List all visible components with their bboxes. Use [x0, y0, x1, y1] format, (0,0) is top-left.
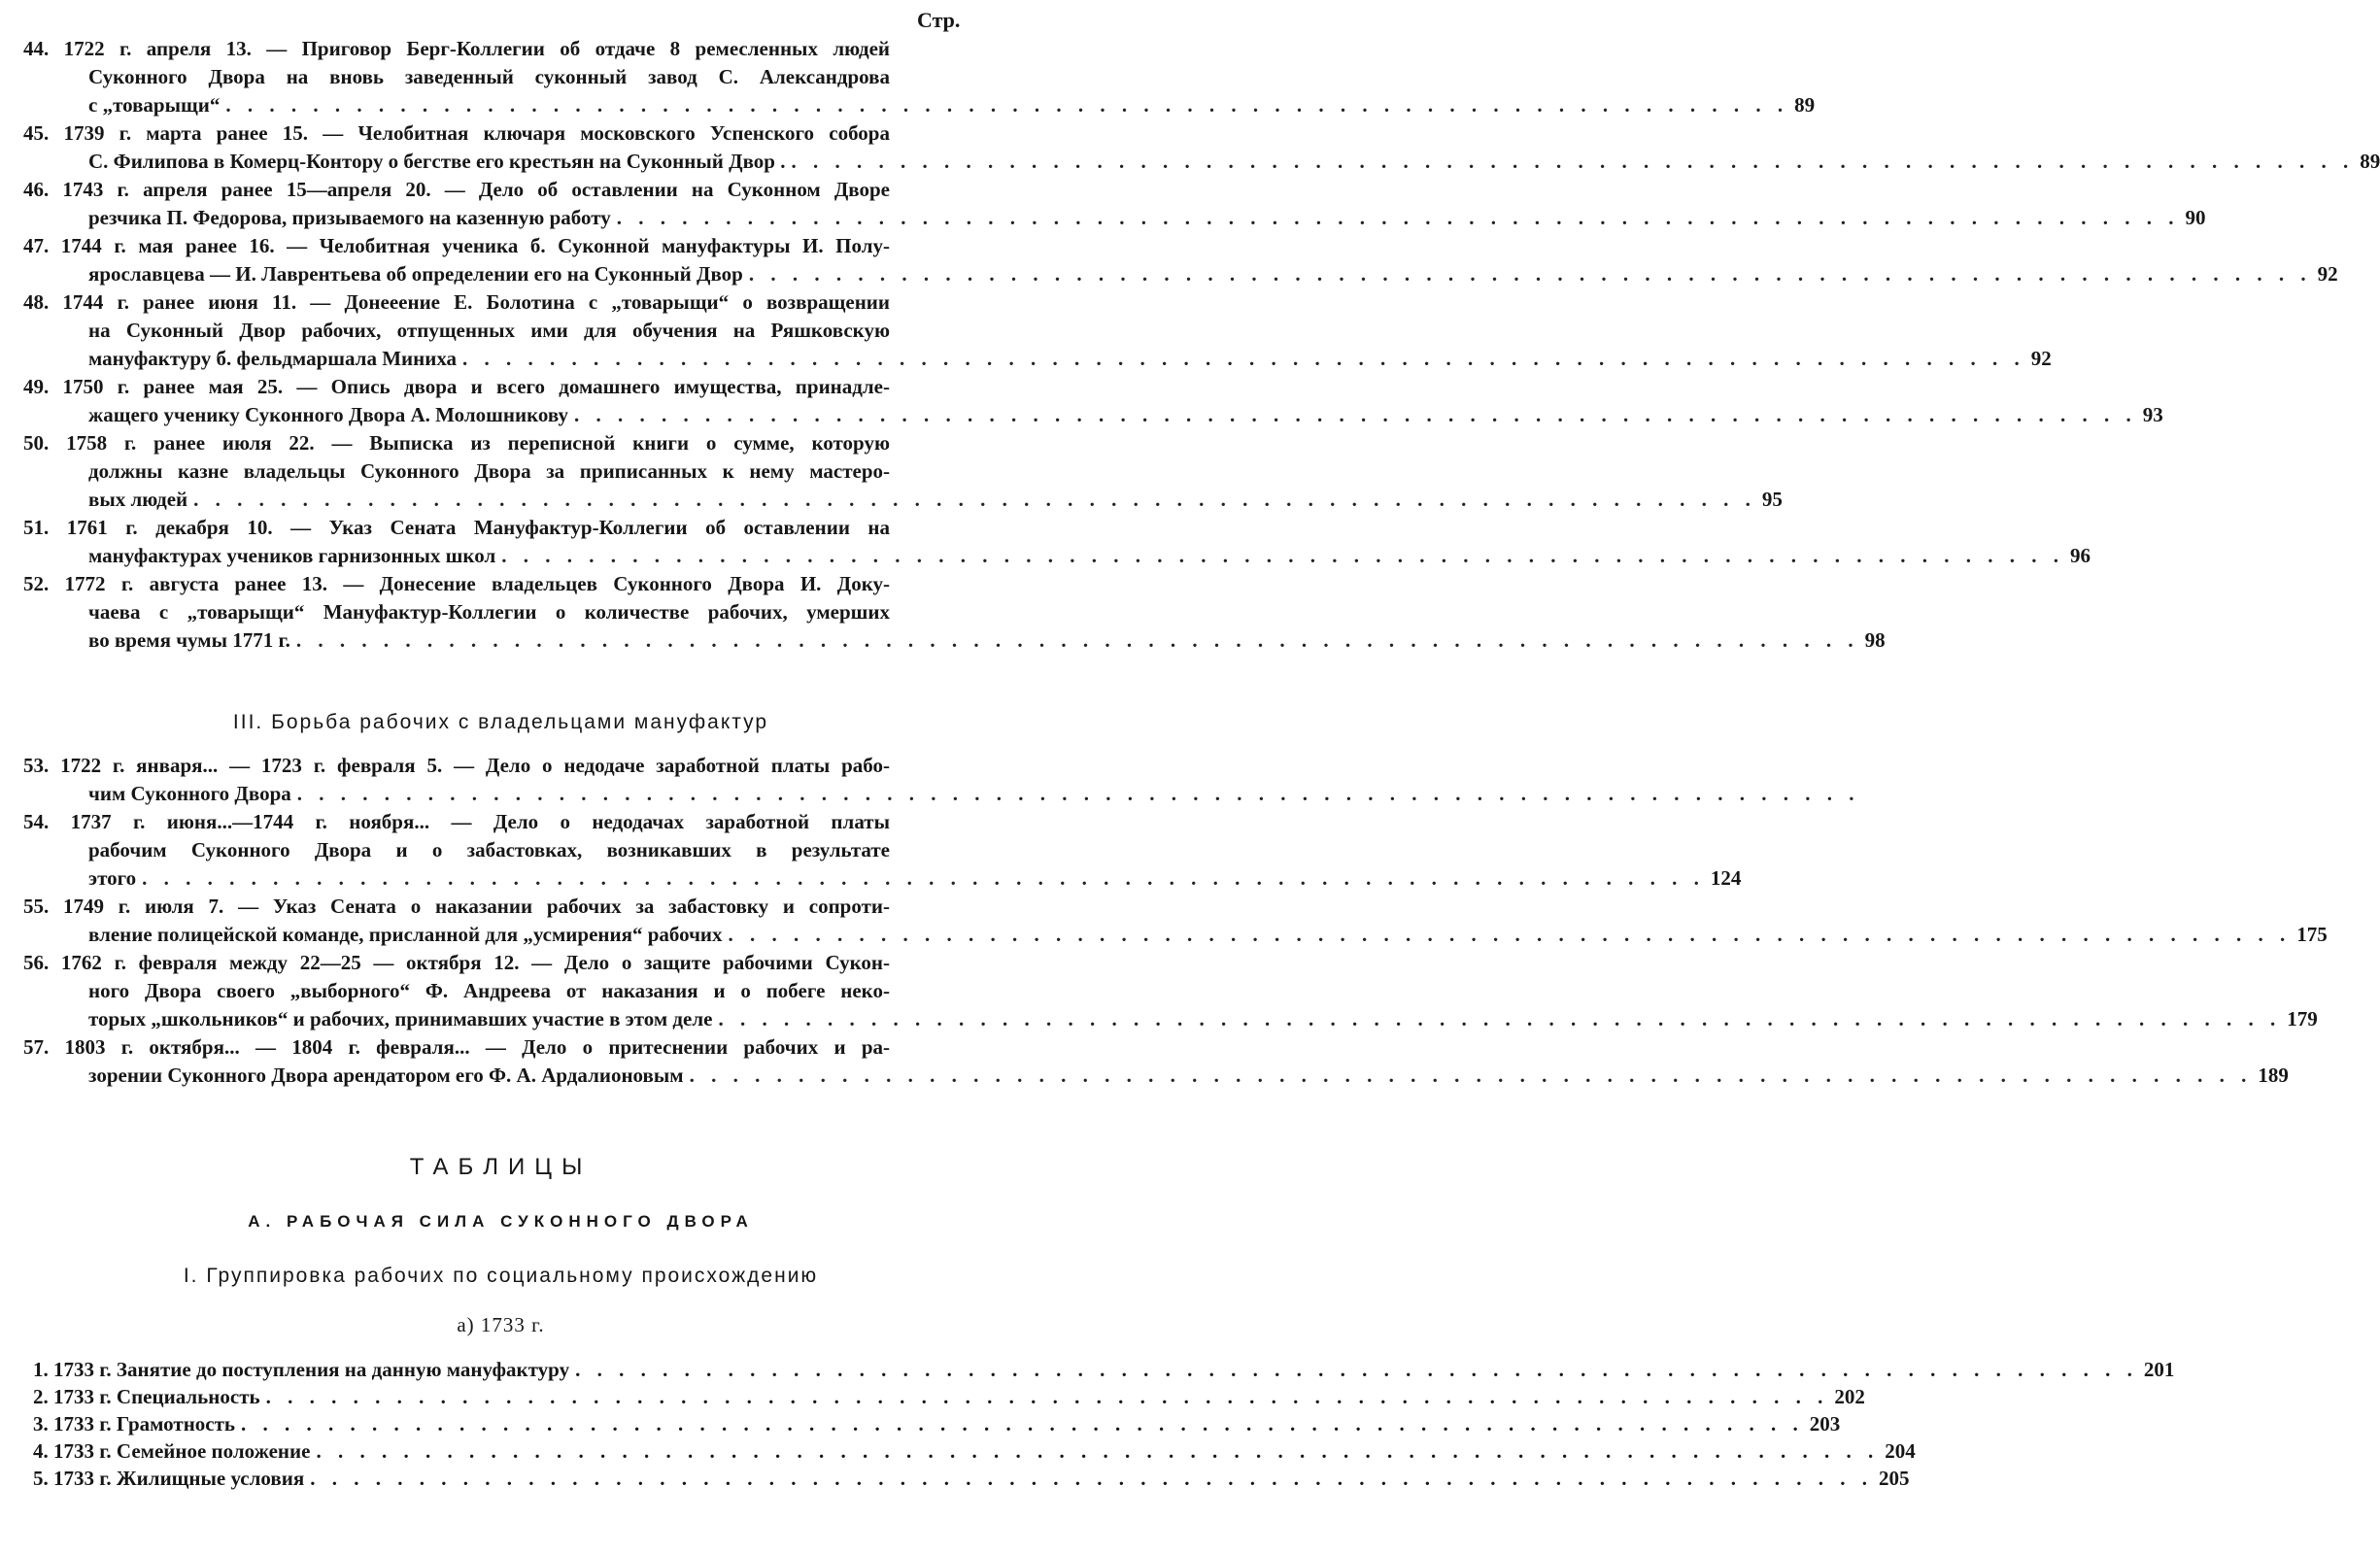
toc-line-text: 48. 1744 г. ранее июня 11. — Донееение Е. Болотина с „товарыщи“ о возвращении [23, 290, 890, 314]
toc-line [23, 232, 977, 260]
toc-line-text: мануфактуру б. фельдмаршала Миниха [88, 347, 458, 370]
toc-line [23, 148, 2380, 176]
toc-last-line [88, 401, 2163, 429]
page-column-label: Стр. [917, 8, 961, 32]
toc-line-text: чим Суконного Двора [88, 782, 291, 805]
page-number: 205 [1878, 1467, 1910, 1490]
toc-line-text: чаева с „товарыщи“ Мануфактур-Коллегии о количестве рабочих, умерших [88, 600, 890, 624]
toc-last-line [88, 148, 2380, 176]
toc-line-text: 57. 1803 г. октября... — 1804 г. февраля... — Дело о притеснении рабочих и ра- [23, 1035, 890, 1059]
leader-dots: . . . . . . . . . . . . . . . . . . . . . . . . . . . . . . . . . . . . . . . . . . . . . . . . . . . . . . . . . . . . . . . . . . . . . . . . [728, 923, 2292, 946]
toc-line-text: 53. 1722 г. января... — 1723 г. февраля 5. — Дело о недодаче заработной платы рабо- [23, 754, 890, 777]
toc-line-text: Суконного Двора на вновь заведенный суконный завод С. Александрова [88, 65, 890, 88]
leader-dots: . . . . . . . . . . . . . . . . . . . . . . . . . . . . . . . . . . . . . . . . . . . . . . . . . . . . . . . . . . . . . . . . . . . . . . . . [791, 150, 2355, 173]
page-number: 202 [1834, 1385, 1865, 1408]
table-entry [33, 1465, 1910, 1492]
toc-line-text: должны казне владельцы Суконного Двора за приписанных к нему мастеро- [88, 459, 890, 483]
toc-line [23, 1005, 2318, 1033]
subgroup-heading: а) 1733 г. [457, 1313, 545, 1336]
page-number: 179 [2287, 1007, 2318, 1030]
table-entry-text: 3. 1733 г. Грамотность [33, 1412, 236, 1436]
toc-line [23, 429, 977, 457]
toc-line [23, 288, 977, 317]
toc-line-text: 44. 1722 г. апреля 13. — Приговор Берг-Коллегии об отдаче 8 ремесленных людей [23, 37, 890, 60]
toc-line [23, 921, 2328, 949]
toc-line-text: ярославцева — И. Лаврентьева об определении его на Суконный Двор [88, 262, 743, 286]
toc-line-text: торых „школьников“ и рабочих, принимавших участие в этом деле [88, 1007, 713, 1030]
toc-entry [23, 429, 1783, 514]
toc-line [23, 949, 977, 977]
page-number: 93 [2142, 403, 2163, 426]
toc-line-text: этого [88, 866, 137, 890]
toc-line-text: 50. 1758 г. ранее июля 22. — Выписка из переписной книги о сумме, которую [23, 431, 890, 455]
toc-line [23, 176, 977, 204]
toc-line-text: 55. 1749 г. июля 7. — Указ Сената о наказании рабочих за забастовку и сопроти- [23, 895, 890, 918]
tables-heading: ТАБЛИЦЫ [409, 1154, 593, 1180]
toc-line-text: 45. 1739 г. марта ранее 15. — Челобитная ключаря московского Успенского собора [23, 121, 890, 145]
toc-line [23, 457, 977, 486]
toc-entry [23, 1033, 2289, 1090]
table-entry [33, 1383, 1865, 1410]
toc-line-text: резчика П. Федорова, призываемого на казенную работу [88, 206, 611, 229]
toc-line-text: ного Двора своего „выборного“ Ф. Андреева от наказания и о побеге неко- [88, 979, 890, 1002]
page-number: 203 [1809, 1412, 1841, 1436]
toc-entry [23, 119, 2380, 176]
leader-dots: . . . . . . . . . . . . . . . . . . . . . . . . . . . . . . . . . . . . . . . . . . . . . . . . . . . . . . . . . . . . . . . . . . . . . . . . [265, 1385, 1829, 1408]
page-number: 92 [2030, 347, 2052, 370]
page-number: 90 [2185, 206, 2206, 229]
toc-line [23, 598, 977, 626]
leader-dots: . . . . . . . . . . . . . . . . . . . . . . . . . . . . . . . . . . . . . . . . . . . . . . . . . . . . . . . . . . . . . . . . . . . . . . . . [193, 488, 1756, 511]
table-entry-text: 4. 1733 г. Семейное положение [33, 1439, 311, 1463]
toc-last-line [88, 486, 1783, 514]
toc-entry [23, 288, 2052, 373]
toc-last-line [88, 1062, 2289, 1090]
toc-line [23, 317, 977, 345]
toc-entry [23, 808, 1742, 893]
toc-line-text: 47. 1744 г. мая ранее 16. — Челобитная ученика б. Суконной мануфактуры И. Полу- [23, 234, 890, 257]
toc-line [23, 570, 977, 598]
toc-last-line [88, 91, 1816, 119]
toc-line [23, 401, 2163, 429]
toc-last-line [88, 921, 2328, 949]
toc-line-text: с „товарыщи“ [88, 93, 221, 117]
toc-line-text: во время чумы 1771 г. [88, 628, 290, 652]
toc-line [23, 1062, 2289, 1090]
toc-line [23, 1033, 977, 1062]
toc-line-text: на Суконный Двор рабочих, отпущенных ими для обучения на Ряшковскую [88, 319, 890, 342]
page-number: 89 [1794, 93, 1816, 117]
page-number: 92 [2317, 262, 2338, 286]
toc-line [23, 836, 977, 864]
toc-last-line [88, 260, 2338, 288]
leader-dots: . . . . . . . . . . . . . . . . . . . . . . . . . . . . . . . . . . . . . . . . . . . . . . . . . . . . . . . . . . . . . . . . . . . . . . . . [501, 544, 2064, 567]
table-entry [33, 1356, 2175, 1383]
toc-entry [23, 570, 1886, 655]
toc-line [23, 119, 977, 148]
toc-line-text: мануфактурах учеников гарнизонных школ [88, 544, 496, 567]
toc-line-text: вых людей [88, 488, 188, 511]
toc-line [23, 977, 977, 1005]
toc-entry [23, 35, 1816, 119]
leader-dots: . . . . . . . . . . . . . . . . . . . . . . . . . . . . . . . . . . . . . . . . . . . . . . . . . . . . . . . . . . . . . . . . . . . . . . . . [575, 1358, 2138, 1381]
leader-dots: . . . . . . . . . . . . . . . . . . . . . . . . . . . . . . . . . . . . . . . . . . . . . . . . . . . . . . . . . . . . . . . . . . . . . . . . [316, 1439, 1880, 1463]
toc-line-text: 54. 1737 г. июня...—1744 г. ноября... — Дело о недодачах заработной платы [23, 810, 890, 833]
page-number: 201 [2143, 1358, 2175, 1381]
toc-line [23, 626, 1886, 655]
group-heading: I. Группировка рабочих по социальному происхождению [183, 1265, 819, 1287]
leader-dots: . . . . . . . . . . . . . . . . . . . . . . . . . . . . . . . . . . . . . . . . . . . . . . . . . . . . . . . . . . . . . . . . . . . . . . . . [689, 1064, 2253, 1087]
toc-last-line [88, 1005, 2318, 1033]
toc-line [23, 35, 977, 63]
page-number: 98 [1864, 628, 1886, 652]
table-entry-text: 1. 1733 г. Занятие до поступления на данную мануфактуру [33, 1358, 570, 1381]
page-number: 175 [2296, 923, 2328, 946]
toc-line-text: рабочим Суконного Двора и о забастовках, возникавших в результате [88, 838, 890, 861]
toc-line [23, 63, 977, 91]
toc-line [23, 260, 2338, 288]
page-number: 96 [2069, 544, 2091, 567]
leader-dots: . . . . . . . . . . . . . . . . . . . . . . . . . . . . . . . . . . . . . . . . . . . . . . . . . . . . . . . . . . . . . . . . . . . . . . . . [616, 206, 2180, 229]
leader-dots: . . . . . . . . . . . . . . . . . . . . . . . . . . . . . . . . . . . . . . . . . . . . . . . . . . . . . . . . . . . . . . . . . . . . . . . . [574, 403, 2137, 426]
toc-entry [23, 752, 1860, 808]
toc-last-line [88, 626, 1886, 655]
leader-dots: . . . . . . . . . . . . . . . . . . . . . . . . . . . . . . . . . . . . . . . . . . . . . . . . . . . . . . . . . . . . . . . . . . . . . . . . [225, 93, 1789, 117]
toc-line-text: зорении Суконного Двора арендатором его Ф. А. Ардалионовым [88, 1064, 684, 1087]
leader-dots: . . . . . . . . . . . . . . . . . . . . . . . . . . . . . . . . . . . . . . . . . . . . . . . . . . . . . . . . . . . . . . . . . . . . . . . . [142, 866, 1705, 890]
leader-dots: . . . . . . . . . . . . . . . . . . . . . . . . . . . . . . . . . . . . . . . . . . . . . . . . . . . . . . . . . . . . . . . . . . . . . . . . [241, 1412, 1804, 1436]
toc-entry [23, 373, 2163, 429]
page-number: 124 [1710, 866, 1742, 890]
toc-line-text: С. Филипова в Комерц-Контору о бегстве его крестьян на Суконный Двор . [88, 150, 786, 173]
toc-entry [23, 949, 2318, 1033]
leader-dots: . . . . . . . . . . . . . . . . . . . . . . . . . . . . . . . . . . . . . . . . . . . . . . . . . . . . . . . . . . . . . . . . . . . . . . . . [718, 1007, 2282, 1030]
toc-line [23, 373, 977, 401]
leader-dots: . . . . . . . . . . . . . . . . . . . . . . . . . . . . . . . . . . . . . . . . . . . . . . . . . . . . . . . . . . . . . . . . . . . . . . . . [310, 1467, 1873, 1490]
leader-dots: . . . . . . . . . . . . . . . . . . . . . . . . . . . . . . . . . . . . . . . . . . . . . . . . . . . . . . . . . . . . . . . . . . . . . . . . [295, 628, 1859, 652]
toc-line-text: жащего ученику Суконного Двора А. Молошникову [88, 403, 569, 426]
toc-entry [23, 176, 2206, 232]
tables-subheading: А. РАБОЧАЯ СИЛА СУКОННОГО ДВОРА [248, 1212, 754, 1231]
page-number: 89 [2360, 150, 2380, 173]
toc-last-line [88, 345, 2052, 373]
toc-line-text: 52. 1772 г. августа ранее 13. — Донесение владельцев Суконного Двора И. Доку- [23, 572, 890, 595]
toc-entry [23, 514, 2091, 570]
leader-dots: . . . . . . . . . . . . . . . . . . . . . . . . . . . . . . . . . . . . . . . . . . . . . . . . . . . . . . . . . . . . . . . . . . . . . . . . [296, 782, 1860, 805]
toc-line [23, 864, 1742, 893]
toc-last-line [88, 542, 2091, 570]
toc-last-line [88, 864, 1742, 893]
toc-line-text: 56. 1762 г. февраля между 22—25 — октября 12. — Дело о защите рабочими Сукон- [23, 951, 890, 974]
toc-line [23, 345, 2052, 373]
toc-entry [23, 232, 2338, 288]
toc-line [23, 893, 977, 921]
toc-line-text: вление полицейской команде, присланной для „усмирения“ рабочих [88, 923, 723, 946]
toc-line [23, 752, 977, 780]
toc-line [23, 808, 977, 836]
toc-last-line [88, 780, 1860, 808]
page-number: 95 [1761, 488, 1783, 511]
toc-line-text: 49. 1750 г. ранее мая 25. — Опись двора и всего домашнего имущества, принадле- [23, 375, 890, 398]
toc-entry [23, 893, 2328, 949]
page-number: 189 [2258, 1064, 2289, 1087]
toc-line [23, 91, 1816, 119]
table-entry [33, 1437, 1916, 1465]
leader-dots: . . . . . . . . . . . . . . . . . . . . . . . . . . . . . . . . . . . . . . . . . . . . . . . . . . . . . . . . . . . . . . . . . . . . . . . . [748, 262, 2312, 286]
toc-line [23, 514, 977, 542]
table-entry-text: 5. 1733 г. Жилищные условия [33, 1467, 305, 1490]
toc-line-text: 51. 1761 г. декабря 10. — Указ Сената Мануфактур-Коллегии об оставлении на [23, 516, 890, 539]
toc-line-text: 46. 1743 г. апреля ранее 15—апреля 20. — Дело об оставлении на Суконном Дворе [23, 178, 890, 201]
section-3-title: III. Борьба рабочих с владельцами мануфактур [232, 711, 769, 733]
page-number: 204 [1885, 1439, 1916, 1463]
toc-line [23, 542, 2091, 570]
toc-line [23, 486, 1783, 514]
table-entry [33, 1410, 1841, 1437]
toc-line [23, 780, 1860, 808]
leader-dots: . . . . . . . . . . . . . . . . . . . . . . . . . . . . . . . . . . . . . . . . . . . . . . . . . . . . . . . . . . . . . . . . . . . . . . . . [462, 347, 2025, 370]
table-entry-text: 2. 1733 г. Специальность [33, 1385, 260, 1408]
toc-line [23, 204, 2206, 232]
toc-last-line [88, 204, 2206, 232]
